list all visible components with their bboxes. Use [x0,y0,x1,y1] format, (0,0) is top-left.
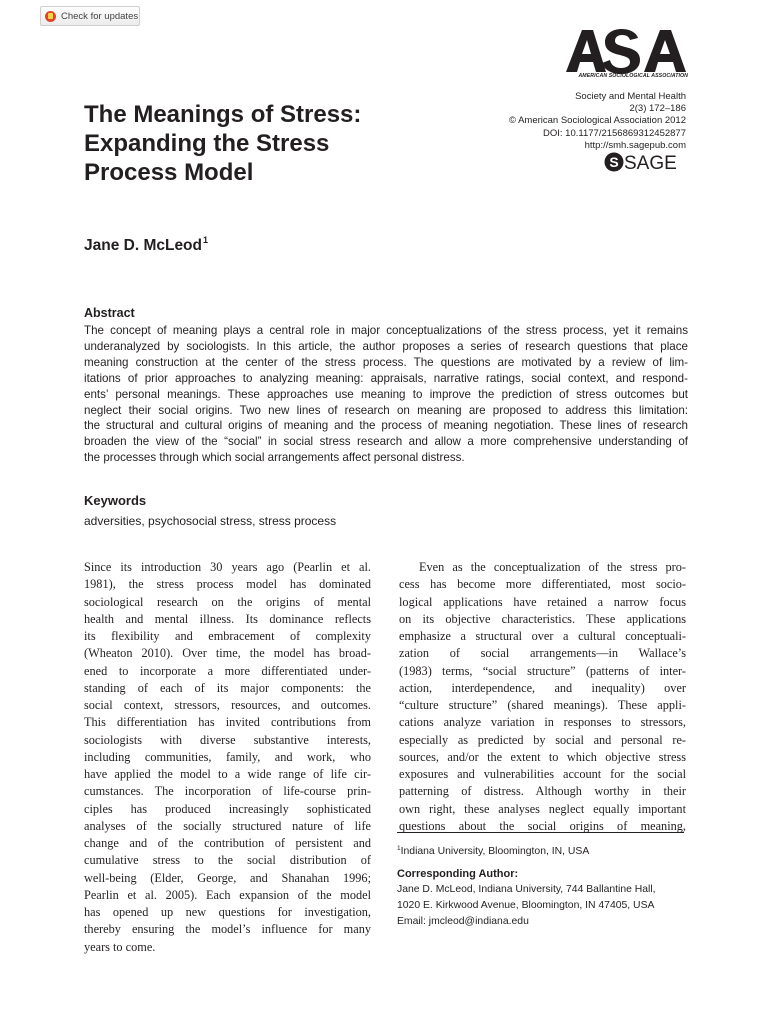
body-line: cess has become more differentiated, most socio- [399,577,686,592]
title-line: The Meanings of Stress: [84,101,362,128]
abstract-text [84,323,688,466]
corresponding-line: Jane D. McLeod, Indiana University, 744 Ballantine Hall, [397,884,656,895]
abstract-line: neglect their social origins. Two new lines of research on meaning are proposed to address this limitation: [84,403,688,417]
abstract-line: underanalyzed by sociologists. In this article, the author proposes a series of research questions that place [84,339,688,353]
title-line: Process Model [84,159,254,186]
body-line: its flexibility and embracement of complexity [84,629,371,643]
sage-logo [604,151,688,175]
body-line: on its objective characteristics. These applications [399,611,686,626]
body-line: zation of social arrangements—in Wallace’s [399,646,686,661]
check-for-updates-button[interactable] [40,6,140,26]
abstract-line: broaden the view of the “social” in social stress research and allow a more comprehensive understanding of [84,435,688,449]
journal-volume-pages: 2(3) 172–186 [629,103,686,115]
body-line: Even as the conceptualization of the stress pro- [419,560,686,574]
footnote-divider [397,832,684,833]
body-line: has opened up new questions for investigation, [84,905,371,919]
abstract-line: the structural and cultural origins of meaning and the process of meaning negotiation. These lines of research [84,419,688,433]
corresponding-line: 1020 E. Kirkwood Avenue, Bloomington, IN 47405, USA [397,900,655,911]
keywords-heading: Keywords [84,493,147,508]
article-title [84,100,444,187]
body-left-column [84,559,371,956]
body-line: years to come. [84,939,156,954]
author-name: Jane D. McLeod [84,237,202,254]
body-line: analyses of the socially structured nature of life [84,818,371,833]
body-line: Since its introduction 30 years ago (Pearlin et al. [84,560,371,574]
abstract-line: itations of prior approaches to analyzing meaning: appraisals, narrative ratings, social context, and respond- [84,371,688,385]
body-line: This differentiation has invited contributions from [84,715,371,730]
author-affiliation-marker: 1 [203,235,209,245]
body-line: sociologists with diverse substantive interests, [84,732,371,747]
crossmark-icon [45,11,56,22]
body-line: well-being (Elder, George, and Shanahan 1996; [84,870,371,885]
body-line: cumstances. The incorporation of life-course prin- [84,784,371,799]
check-for-updates-label: Check for updates [61,10,139,22]
body-line: have applied the model to a wide range of life cir- [84,767,371,781]
body-line: “culture structure” (shared meanings). These appli- [399,698,686,712]
author [84,235,208,255]
body-line: questions about the social origins of meaning, [399,818,686,833]
body-line: logical applications have retained a narrow focus [399,594,686,609]
svg-text:S: S [609,154,619,170]
body-line: including communities, family, and work, who [84,749,371,764]
journal-copyright: © American Sociological Association 2012 [508,115,686,127]
journal-name: Society and Mental Health [575,91,686,102]
affiliation-footnote [397,845,589,857]
body-line: ened to incorporate a more differentiated under- [84,663,371,678]
body-line: (1983) terms, “social structure” (patterns of inter- [399,663,686,678]
journal-info [440,91,686,152]
abstract-heading: Abstract [84,306,135,320]
asa-logo [566,28,688,82]
body-line: sociological research on the origins of mental [84,594,371,609]
abstract-line: ents’ personal meanings. These approaches use meaning to improve the prediction of stress outcomes but [84,387,688,401]
asa-logo-mark [566,28,688,74]
body-line: cumulative stress to the social distribution of [84,853,371,868]
body-line: especially as predicted by social and personal re- [399,732,686,747]
abstract-line: meaning construction at the center of the stress process. The questions are motivated by a review of lim- [84,355,688,369]
body-line: cations analyze variation in responses to stressors, [399,715,686,730]
body-line: exposures and vulnerabilities account for the social [399,767,686,781]
title-line: Expanding the Stress [84,130,330,157]
body-line: emphasize a structural over a cultural conceptuali- [399,629,686,643]
abstract-line: the processes through which social arrangements affect personal distress. [84,451,465,465]
body-right-column [399,559,686,835]
sage-wordmark: SAGE [624,153,677,174]
body-line: standing of each of its major components: the [84,680,371,695]
body-line: 1981), the stress process model has dominated [84,577,371,592]
body-line: (Wheaton 2010). Over time, the model has broad- [84,646,371,661]
body-line: change and of the contribution of persistent and [84,836,371,850]
body-line: patterning of distress. Although worthy in their [399,784,686,799]
corresponding-author [397,866,656,930]
keywords-text: adversities, psychosocial stress, stress process [84,514,337,528]
corresponding-email[interactable]: Email: jmcleod@indiana.edu [397,916,529,927]
body-line: action, interdependence, and inequality) over [399,680,686,695]
body-line: thereby ensuring the model’s influence for many [84,922,371,937]
body-line: sources, and/or the extent to which objective stress [399,749,686,764]
affiliation-text: Indiana University, Bloomington, IN, USA [400,846,590,857]
body-line: ciples has produced increasingly sophisticated [84,801,371,816]
body-line: Pearlin et al. 2005). Each expansion of the model [84,887,371,902]
body-line: social context, stressors, resources, and outcomes. [84,698,371,712]
affiliation-marker: 1 [397,845,401,852]
corresponding-heading: Corresponding Author: [397,868,519,880]
body-line: own right, these analyses neglect equally important [399,801,686,816]
body-line: health and mental illness. Its dominance reflects [84,611,371,626]
asa-tagline: AMERICAN SOCIOLOGICAL ASSOCIATION [578,73,688,79]
sage-logo-mark [604,151,688,175]
journal-url[interactable]: http://smh.sagepub.com [584,139,686,151]
journal-doi[interactable]: DOI: 10.1177/2156869312452877 [543,127,686,139]
abstract-line: The concept of meaning plays a central role in major conceptualizations of the stress process, yet it remains [84,324,688,337]
